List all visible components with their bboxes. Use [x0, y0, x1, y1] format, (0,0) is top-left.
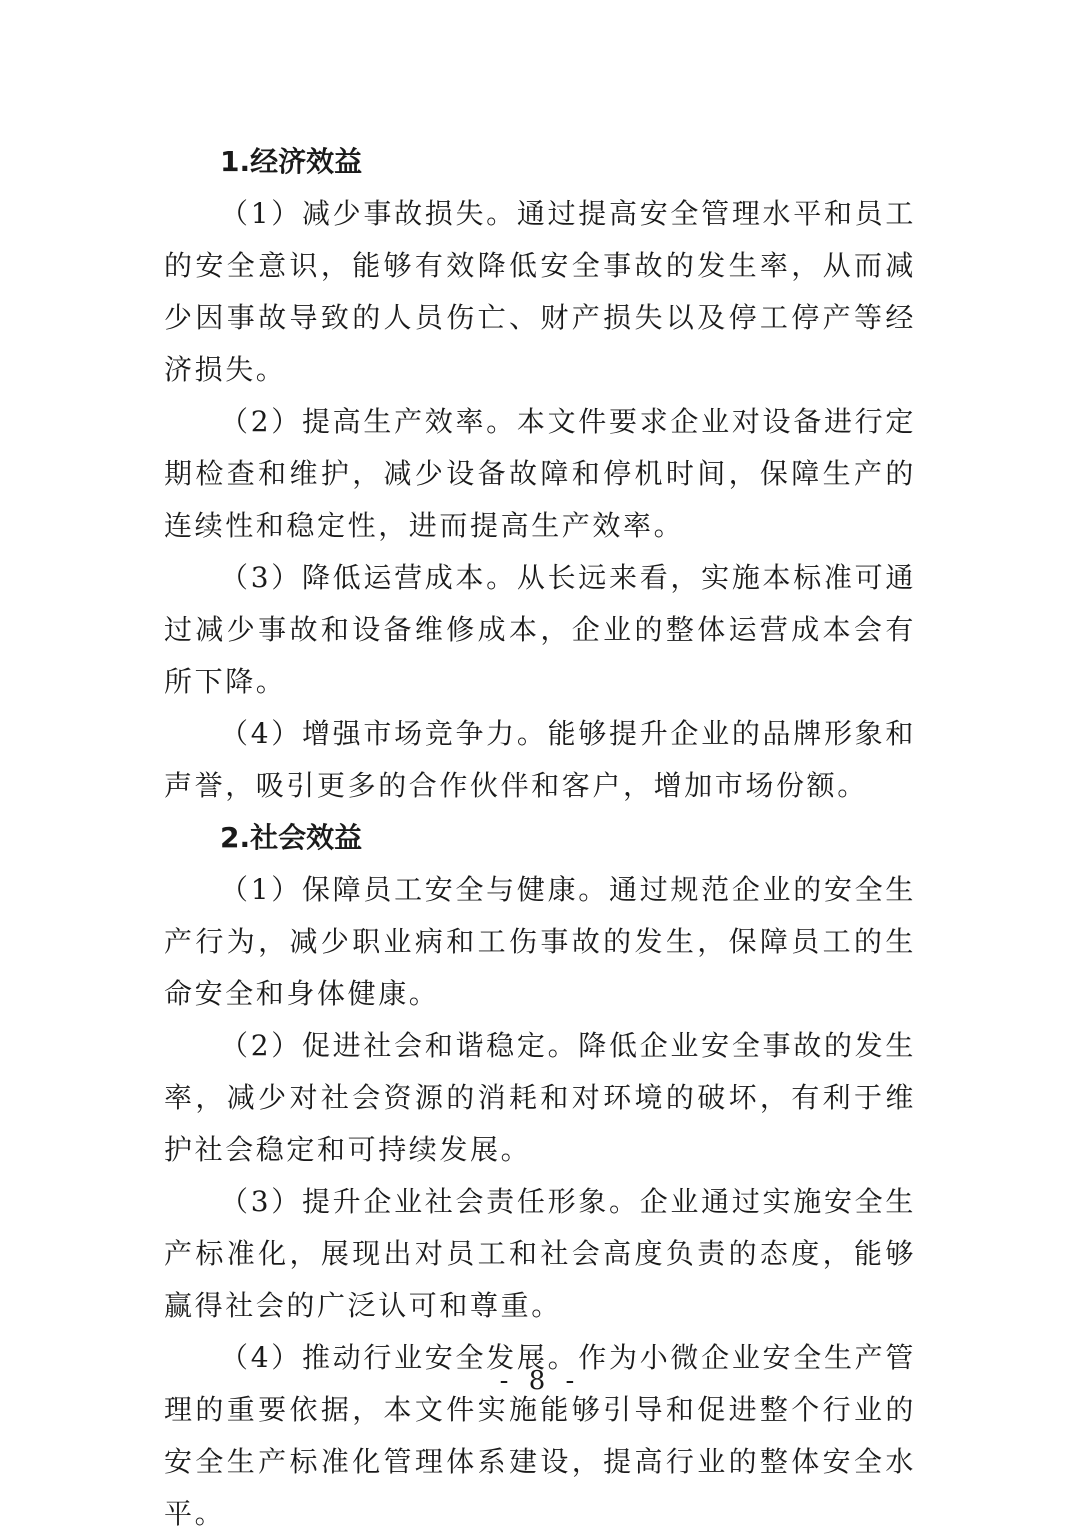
paragraph: （4）推动行业安全发展。作为小微企业安全生产管理的重要依据，本文件实施能够引导和促进整个行业的安全生产标准化管理体系建设，提高行业的整体安全水平。: [164, 1341, 916, 1530]
paragraph: （3）提升企业社会责任形象。企业通过实施安全生产标准化，展现出对员工和社会高度负责的态度，能够赢得社会的广泛认可和尊重。: [164, 1185, 916, 1322]
page-number: - 8 -: [499, 1366, 581, 1396]
section-heading-social: 2.社会效益: [220, 821, 363, 854]
paragraph: （2）提高生产效率。本文件要求企业对设备进行定期检查和维护，减少设备故障和停机时间，保障生产的连续性和稳定性，进而提高生产效率。: [164, 405, 916, 542]
document-body: [164, 136, 916, 1540]
paragraph: （1）保障员工安全与健康。通过规范企业的安全生产行为，减少职业病和工伤事故的发生，保障员工的生命安全和身体健康。: [164, 873, 916, 1010]
section-heading-economic: 1.经济效益: [220, 145, 363, 178]
paragraph: （2）促进社会和谐稳定。降低企业安全事故的发生率，减少对社会资源的消耗和对环境的破坏，有利于维护社会稳定和可持续发展。: [164, 1029, 916, 1166]
paragraph: （3）降低运营成本。从长远来看，实施本标准可通过减少事故和设备维修成本，企业的整体运营成本会有所下降。: [164, 561, 916, 698]
paragraph: （1）减少事故损失。通过提高安全管理水平和员工的安全意识，能够有效降低安全事故的发生率，从而减少因事故导致的人员伤亡、财产损失以及停工停产等经济损失。: [164, 197, 916, 386]
paragraph: （4）增强市场竞争力。能够提升企业的品牌形象和声誉，吸引更多的合作伙伴和客户，增加市场份额。: [164, 717, 916, 802]
